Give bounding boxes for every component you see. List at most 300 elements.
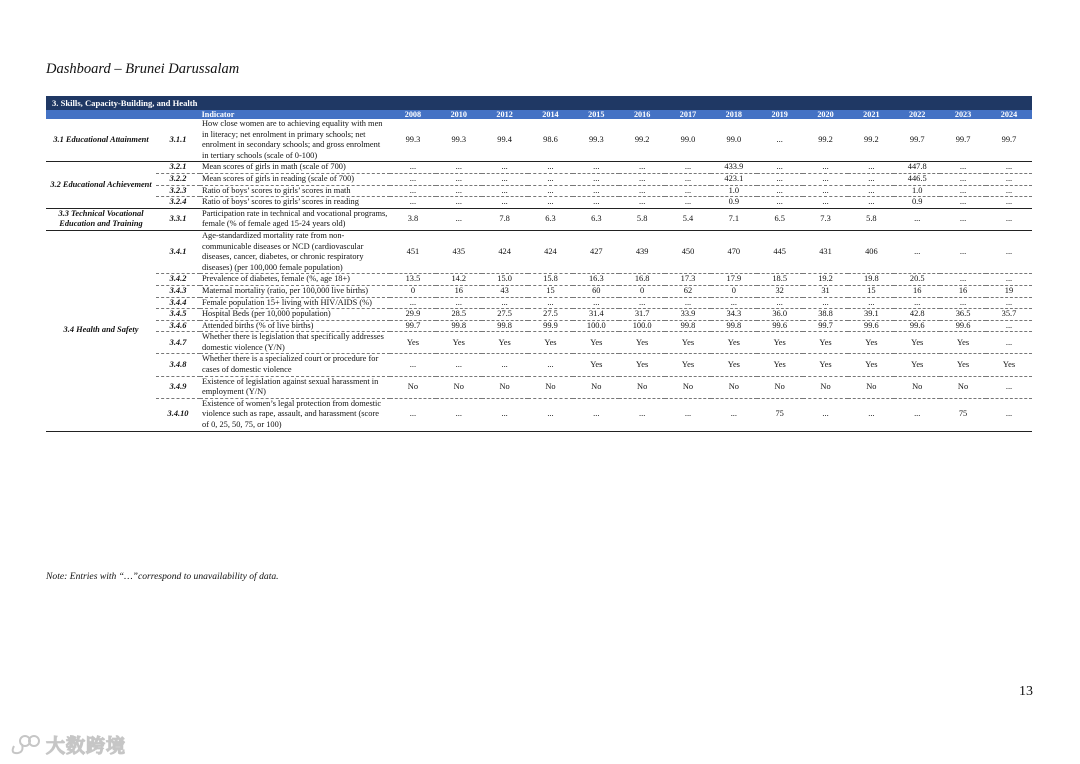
value-cell: 99.2	[848, 119, 894, 162]
table-row	[46, 274, 1032, 286]
value-cell: 99.8	[482, 320, 528, 332]
value-cell: ...	[803, 185, 849, 197]
value-cell: 0	[390, 285, 436, 297]
value-cell: 447.8	[894, 162, 940, 174]
value-cell: 27.5	[528, 309, 574, 321]
value-cell: 31	[803, 285, 849, 297]
value-cell: 99.7	[986, 119, 1032, 162]
value-cell: Yes	[390, 332, 436, 354]
year-column-header: 2024	[986, 110, 1032, 119]
value-cell: ...	[482, 173, 528, 185]
value-cell: ...	[894, 208, 940, 230]
value-cell: ...	[665, 197, 711, 209]
value-cell: ...	[528, 398, 574, 431]
indicator-description: Whether there is a specialized court or procedure for cases of domestic violence	[200, 354, 390, 376]
value-cell: ...	[573, 197, 619, 209]
value-cell: ...	[940, 173, 986, 185]
value-cell: 451	[390, 230, 436, 273]
value-cell: 99.9	[528, 320, 574, 332]
value-cell: ...	[573, 185, 619, 197]
indicator-description: Hospital Beds (per 10,000 population)	[200, 309, 390, 321]
table-row	[46, 230, 1032, 273]
value-cell: 7.3	[803, 208, 849, 230]
table-body	[46, 119, 1032, 431]
value-cell: ...	[986, 376, 1032, 398]
indicator-description: Mean scores of girls in reading (scale of 700)	[200, 173, 390, 185]
year-column-header: 2018	[711, 110, 757, 119]
value-cell: 35.7	[986, 309, 1032, 321]
value-cell: ...	[986, 332, 1032, 354]
indicator-table	[46, 96, 1032, 432]
indicator-description: Existence of legislation against sexual harassment in employment (Y/N)	[200, 376, 390, 398]
value-cell: No	[711, 376, 757, 398]
value-cell: Yes	[619, 354, 665, 376]
value-cell: ...	[665, 162, 711, 174]
value-cell: ...	[986, 398, 1032, 431]
indicator-code: 3.2.2	[156, 173, 200, 185]
value-cell: ...	[619, 185, 665, 197]
value-cell: ...	[436, 197, 482, 209]
value-cell: 75	[940, 398, 986, 431]
table-note: Note: Entries with “…”correspond to unavailability of data.	[46, 571, 279, 582]
value-cell: ...	[940, 197, 986, 209]
table-row	[46, 173, 1032, 185]
value-cell: 0	[711, 285, 757, 297]
table-row	[46, 332, 1032, 354]
value-cell: ...	[986, 230, 1032, 273]
value-cell: ...	[986, 297, 1032, 309]
indicator-description: Mean scores of girls in math (scale of 700)	[200, 162, 390, 174]
indicator-description: Ratio of boys’ scores to girls’ scores in math	[200, 185, 390, 197]
value-cell: ...	[940, 274, 986, 286]
value-cell: 27.5	[482, 309, 528, 321]
value-cell: 450	[665, 230, 711, 273]
value-cell: ...	[986, 173, 1032, 185]
indicator-description: Existence of women’s legal protection from domestic violence such as rape, assault, and harassment (score of 0, 25, 50, 75, or 100)	[200, 398, 390, 431]
value-cell: ...	[848, 398, 894, 431]
indicator-code: 3.1.1	[156, 119, 200, 162]
value-cell: ...	[482, 398, 528, 431]
value-cell: ...	[757, 297, 803, 309]
value-cell: ...	[528, 185, 574, 197]
section-header-row	[46, 96, 1032, 110]
watermark-text: 大数跨境	[46, 734, 127, 757]
value-cell: ...	[482, 185, 528, 197]
value-cell: Yes	[528, 332, 574, 354]
value-cell: 99.8	[711, 320, 757, 332]
value-cell: ...	[436, 297, 482, 309]
value-cell: 13.5	[390, 274, 436, 286]
category-label: 3.2 Educational Achievement	[46, 162, 156, 208]
table-row	[46, 285, 1032, 297]
value-cell: Yes	[573, 354, 619, 376]
value-cell: Yes	[803, 332, 849, 354]
value-cell: 6.5	[757, 208, 803, 230]
value-cell: ...	[986, 208, 1032, 230]
value-cell: ...	[848, 297, 894, 309]
value-cell: ...	[894, 398, 940, 431]
value-cell: ...	[848, 185, 894, 197]
year-column-header: 2015	[573, 110, 619, 119]
value-cell: 99.3	[436, 119, 482, 162]
value-cell: ...	[711, 297, 757, 309]
double-circle-logo-icon	[8, 732, 42, 756]
indicator-description: Maternal mortality (ratio, per 100,000 live births)	[200, 285, 390, 297]
value-cell: ...	[757, 185, 803, 197]
value-cell: ...	[803, 173, 849, 185]
value-cell: 0	[619, 285, 665, 297]
value-cell: 0.9	[894, 197, 940, 209]
value-cell: 99.0	[711, 119, 757, 162]
category-label: 3.1 Educational Attainment	[46, 119, 156, 162]
value-cell: Yes	[665, 332, 711, 354]
indicator-description: Ratio of boys’ scores to girls’ scores in reading	[200, 197, 390, 209]
value-cell: ...	[665, 297, 711, 309]
value-cell: 14.2	[436, 274, 482, 286]
value-cell: No	[848, 376, 894, 398]
value-cell: 31.4	[573, 309, 619, 321]
indicator-code: 3.4.4	[156, 297, 200, 309]
value-cell: 99.7	[390, 320, 436, 332]
value-cell: 7.1	[711, 208, 757, 230]
value-cell: 16	[436, 285, 482, 297]
value-cell: Yes	[848, 332, 894, 354]
value-cell: 6.3	[573, 208, 619, 230]
value-cell: No	[894, 376, 940, 398]
value-cell: Yes	[894, 332, 940, 354]
value-cell: ...	[482, 197, 528, 209]
table-row	[46, 398, 1032, 431]
value-cell: No	[573, 376, 619, 398]
value-cell: ...	[803, 398, 849, 431]
indicator-code: 3.4.9	[156, 376, 200, 398]
indicator-description: Prevalence of diabetes, female (%, age 18+)	[200, 274, 390, 286]
value-cell: 445	[757, 230, 803, 273]
value-cell: 0.9	[711, 197, 757, 209]
year-column-header: 2016	[619, 110, 665, 119]
indicator-description: Whether there is legislation that specifically addresses domestic violence (Y/N)	[200, 332, 390, 354]
indicator-code: 3.2.3	[156, 185, 200, 197]
value-cell: 99.7	[894, 119, 940, 162]
value-cell: ...	[619, 398, 665, 431]
value-cell: 99.7	[803, 320, 849, 332]
indicator-code: 3.4.10	[156, 398, 200, 431]
value-cell: 17.3	[665, 274, 711, 286]
indicator-code: 3.4.3	[156, 285, 200, 297]
value-cell: Yes	[757, 332, 803, 354]
table-row	[46, 320, 1032, 332]
value-cell: 99.3	[573, 119, 619, 162]
value-cell: 15	[528, 285, 574, 297]
value-cell: Yes	[573, 332, 619, 354]
value-cell: Yes	[436, 332, 482, 354]
value-cell: 28.5	[436, 309, 482, 321]
value-cell: No	[619, 376, 665, 398]
value-cell: 16	[940, 285, 986, 297]
value-cell: No	[436, 376, 482, 398]
year-column-header: 2008	[390, 110, 436, 119]
value-cell: No	[390, 376, 436, 398]
value-cell: ...	[711, 398, 757, 431]
value-cell: ...	[573, 162, 619, 174]
value-cell: 38.8	[803, 309, 849, 321]
year-column-header: 2017	[665, 110, 711, 119]
value-cell: 99.6	[894, 320, 940, 332]
value-cell: 1.0	[894, 185, 940, 197]
value-cell: 100.0	[573, 320, 619, 332]
value-cell: 5.8	[619, 208, 665, 230]
value-cell: ...	[986, 320, 1032, 332]
value-cell: 6.3	[528, 208, 574, 230]
value-cell: ...	[390, 173, 436, 185]
value-cell: Yes	[986, 354, 1032, 376]
value-cell: ...	[894, 230, 940, 273]
indicator-code: 3.4.1	[156, 230, 200, 273]
value-cell: ...	[986, 162, 1032, 174]
value-cell: ...	[436, 398, 482, 431]
value-cell: 60	[573, 285, 619, 297]
value-cell: Yes	[665, 354, 711, 376]
value-cell: 3.8	[390, 208, 436, 230]
value-cell: ...	[436, 185, 482, 197]
value-cell: ...	[848, 197, 894, 209]
value-cell: 43	[482, 285, 528, 297]
value-cell: 5.8	[848, 208, 894, 230]
value-cell: 1.0	[711, 185, 757, 197]
value-cell: No	[757, 376, 803, 398]
value-cell: 99.6	[940, 320, 986, 332]
value-cell: No	[940, 376, 986, 398]
value-cell: 39.1	[848, 309, 894, 321]
value-cell: 62	[665, 285, 711, 297]
value-cell: 99.0	[665, 119, 711, 162]
value-cell: 20.5	[894, 274, 940, 286]
value-cell: No	[803, 376, 849, 398]
value-cell: Yes	[711, 332, 757, 354]
value-cell: 33.9	[665, 309, 711, 321]
indicator-code: 3.4.8	[156, 354, 200, 376]
value-cell: ...	[619, 197, 665, 209]
value-cell: 75	[757, 398, 803, 431]
value-cell: ...	[482, 297, 528, 309]
page-number: 13	[1019, 684, 1033, 699]
value-cell: 5.4	[665, 208, 711, 230]
value-cell: No	[482, 376, 528, 398]
value-cell: 99.8	[436, 320, 482, 332]
value-cell: Yes	[619, 332, 665, 354]
value-cell: 446.5	[894, 173, 940, 185]
indicator-column-header: Indicator	[46, 110, 390, 119]
value-cell: 36.0	[757, 309, 803, 321]
indicator-description: How close women are to achieving equality with men in literacy; net enrolment in primary schools; net enrolment in secondary schools; and gross enrolment in tertiary schools (scale of 0-100)	[200, 119, 390, 162]
value-cell: 17.9	[711, 274, 757, 286]
value-cell: 99.2	[619, 119, 665, 162]
year-column-header: 2010	[436, 110, 482, 119]
value-cell: 16.3	[573, 274, 619, 286]
value-cell: ...	[619, 297, 665, 309]
value-cell: ...	[436, 354, 482, 376]
value-cell: ...	[986, 197, 1032, 209]
indicator-code: 3.4.2	[156, 274, 200, 286]
value-cell: ...	[803, 162, 849, 174]
value-cell: 18.5	[757, 274, 803, 286]
value-cell: ...	[528, 162, 574, 174]
value-cell: ...	[573, 398, 619, 431]
value-cell: ...	[390, 398, 436, 431]
value-cell: ...	[436, 208, 482, 230]
value-cell: ...	[848, 173, 894, 185]
value-cell: 7.8	[482, 208, 528, 230]
value-cell: 424	[528, 230, 574, 273]
section-title: 3. Skills, Capacity-Building, and Health	[46, 96, 1032, 110]
table-row	[46, 162, 1032, 174]
value-cell: Yes	[848, 354, 894, 376]
value-cell: 34.3	[711, 309, 757, 321]
value-cell: ...	[390, 162, 436, 174]
value-cell: ...	[986, 185, 1032, 197]
value-cell: 431	[803, 230, 849, 273]
table-row	[46, 197, 1032, 209]
value-cell: ...	[482, 162, 528, 174]
year-column-header: 2021	[848, 110, 894, 119]
value-cell: Yes	[940, 332, 986, 354]
value-cell: 36.5	[940, 309, 986, 321]
indicator-description: Attended births (% of live births)	[200, 320, 390, 332]
value-cell: 15.0	[482, 274, 528, 286]
value-cell: No	[665, 376, 711, 398]
value-cell: 15	[848, 285, 894, 297]
value-cell: 99.6	[848, 320, 894, 332]
value-cell: 16.8	[619, 274, 665, 286]
table-row	[46, 297, 1032, 309]
value-cell: 19	[986, 285, 1032, 297]
value-cell: 99.6	[757, 320, 803, 332]
value-cell: 433.9	[711, 162, 757, 174]
value-cell: No	[528, 376, 574, 398]
table-row	[46, 208, 1032, 230]
value-cell: ...	[619, 173, 665, 185]
value-cell: ...	[940, 162, 986, 174]
year-column-header: 2023	[940, 110, 986, 119]
value-cell: 19.2	[803, 274, 849, 286]
value-cell: 32	[757, 285, 803, 297]
indicator-code: 3.2.4	[156, 197, 200, 209]
year-column-header: 2012	[482, 110, 528, 119]
indicator-code: 3.4.7	[156, 332, 200, 354]
value-cell: ...	[573, 297, 619, 309]
value-cell: 42.8	[894, 309, 940, 321]
watermark	[8, 730, 126, 758]
page-title: Dashboard – Brunei Darussalam	[46, 61, 240, 77]
indicator-code: 3.4.5	[156, 309, 200, 321]
value-cell: ...	[390, 297, 436, 309]
value-cell: 439	[619, 230, 665, 273]
value-cell: ...	[528, 197, 574, 209]
indicator-code: 3.3.1	[156, 208, 200, 230]
value-cell: ...	[390, 354, 436, 376]
table-row	[46, 185, 1032, 197]
value-cell: 100.0	[619, 320, 665, 332]
value-cell: ...	[665, 398, 711, 431]
value-cell: ...	[848, 162, 894, 174]
value-cell: 29.9	[390, 309, 436, 321]
year-column-header: 2020	[803, 110, 849, 119]
value-cell: ...	[940, 230, 986, 273]
value-cell: ...	[986, 274, 1032, 286]
value-cell: ...	[528, 173, 574, 185]
value-cell: ...	[940, 208, 986, 230]
value-cell: ...	[940, 297, 986, 309]
value-cell: 99.7	[940, 119, 986, 162]
value-cell: 427	[573, 230, 619, 273]
indicator-description: Participation rate in technical and vocational programs, female (% of female aged 15-24 years old)	[200, 208, 390, 230]
value-cell: ...	[803, 297, 849, 309]
value-cell: Yes	[711, 354, 757, 376]
year-column-header: 2014	[528, 110, 574, 119]
value-cell: 99.3	[390, 119, 436, 162]
year-column-header: 2022	[894, 110, 940, 119]
value-cell: 424	[482, 230, 528, 273]
indicator-code: 3.2.1	[156, 162, 200, 174]
value-cell: ...	[757, 173, 803, 185]
indicator-table-container	[46, 96, 1032, 432]
value-cell: ...	[665, 173, 711, 185]
table-row	[46, 354, 1032, 376]
indicator-description: Female population 15+ living with HIV/AIDS (%)	[200, 297, 390, 309]
value-cell: Yes	[940, 354, 986, 376]
value-cell: 435	[436, 230, 482, 273]
value-cell: ...	[390, 197, 436, 209]
value-cell: ...	[665, 185, 711, 197]
column-header-row	[46, 110, 1032, 119]
category-label: 3.3 Technical Vocational Education and Training	[46, 208, 156, 230]
value-cell: 19.8	[848, 274, 894, 286]
value-cell: 98.6	[528, 119, 574, 162]
value-cell: 15.8	[528, 274, 574, 286]
value-cell: ...	[757, 197, 803, 209]
value-cell: ...	[528, 354, 574, 376]
table-row	[46, 376, 1032, 398]
value-cell: ...	[757, 119, 803, 162]
value-cell: ...	[757, 162, 803, 174]
value-cell: ...	[894, 297, 940, 309]
value-cell: 99.4	[482, 119, 528, 162]
value-cell: ...	[573, 173, 619, 185]
value-cell: ...	[619, 162, 665, 174]
indicator-description: Age-standardized mortality rate from non-communicable diseases or NCD (cardiovascular diseases, cancer, diabetes, or chronic respiratory diseases) (per 100,000 female population)	[200, 230, 390, 273]
table-row	[46, 119, 1032, 162]
year-column-header: 2019	[757, 110, 803, 119]
value-cell: ...	[436, 162, 482, 174]
value-cell: ...	[436, 173, 482, 185]
value-cell: ...	[390, 185, 436, 197]
category-label: 3.4 Health and Safety	[46, 230, 156, 431]
table-row	[46, 309, 1032, 321]
value-cell: 99.2	[803, 119, 849, 162]
indicator-code: 3.4.6	[156, 320, 200, 332]
value-cell: Yes	[803, 354, 849, 376]
value-cell: 423.1	[711, 173, 757, 185]
value-cell: Yes	[757, 354, 803, 376]
value-cell: ...	[940, 185, 986, 197]
value-cell: ...	[803, 197, 849, 209]
value-cell: ...	[528, 297, 574, 309]
value-cell: Yes	[894, 354, 940, 376]
value-cell: 99.8	[665, 320, 711, 332]
value-cell: 31.7	[619, 309, 665, 321]
value-cell: Yes	[482, 332, 528, 354]
value-cell: 406	[848, 230, 894, 273]
